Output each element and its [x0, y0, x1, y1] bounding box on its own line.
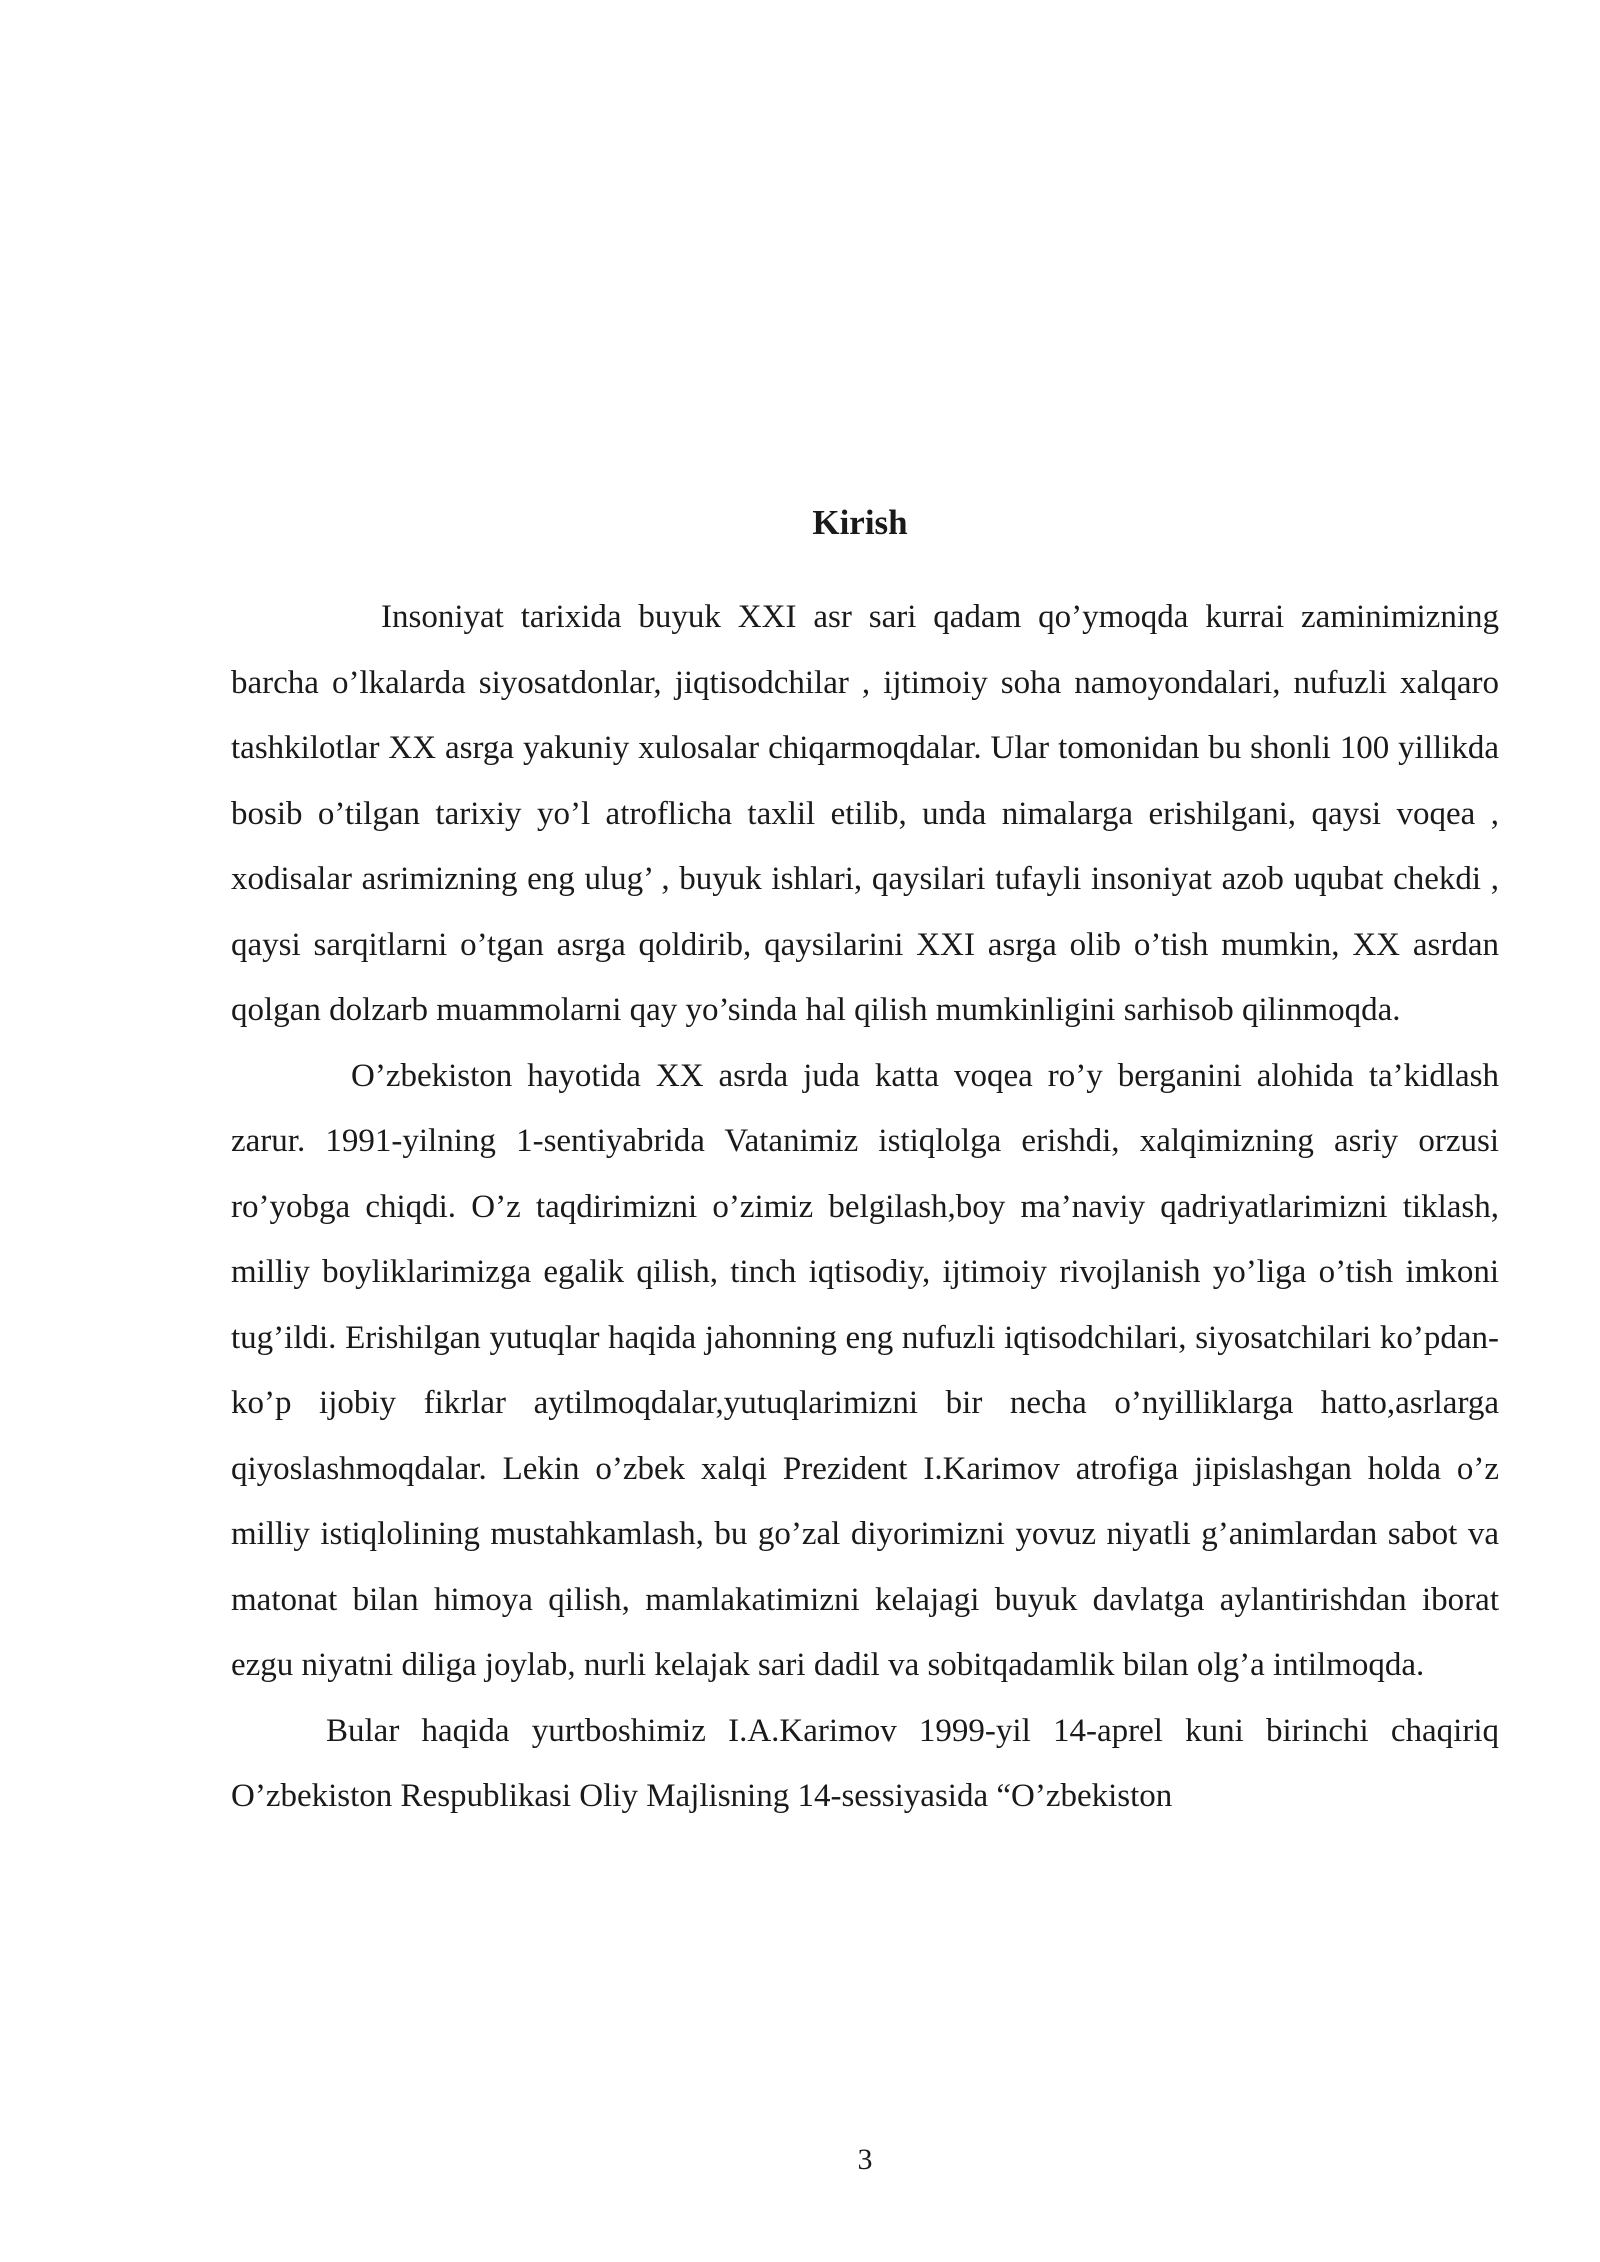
page-title: Kirish — [812, 503, 908, 542]
paragraph-1: Insoniyat tarixida buyuk XXI asr sari qadam qo’ymoqda kurrai zaminimizning barcha o’lkalarda siyosatdonlar, jiqtisodchilar , ijtimoiy soha namoyondalari, nufuzli xalqaro tashkilotlar XX asrga yakuniy xulosalar chiqarmoqdalar. Ular tomonidan bu shonli 100 yillikda bosib o’tilgan tarixiy yo’l atroflicha taxlil etilib, unda nimalarga erishilgani, qaysi voqea , xodisalar asrimizning eng ulug’ , buyuk ishlari, qaysilari tufayli insoniyat azob uqubat chekdi , qaysi sarqitlarni o’tgan asrga qoldirib, qaysilarini XXI asrga olib o’tish mumkin, XX asrdan qolgan dolzarb muammolarni qay yo’sinda hal qilish mumkinligini sarhisob qilinmoqda. — [231, 599, 1499, 1028]
paragraph-2: O’zbekiston hayotida XX asrda juda katta voqea ro’y berganini alohida ta’kidlash zarur. 1991-yilning 1-sentiyabrida Vatanimiz istiqlolga erishdi, xalqimizning asriy orzusi ro’yobga chiqdi. O’z taqdirimizni o’zimiz belgilash,boy ma’naviy qadriyatlarimizni tiklash, milliy boyliklarimizga egalik qilish, tinch iqtisodiy, ijtimoiy rivojlanish yo’liga o’tish imkoni tug’ildi. Erishilgan yutuqlar haqida jahonning eng nufuzli iqtisodchilari, siyosatchilari ko’pdan-ko’p ijobiy fikrlar aytilmoqdalar,yutuqlarimizni bir necha o’nyilliklarga hatto,asrlarga qiyoslashmoqdalar. Lekin o’zbek xalqi Prezident I.Karimov atrofiga jipislashgan holda o’z milliy istiqlolining mustahkamlash, bu go’zal diyorimizni yovuz niyatli g’animlardan sabot va matonat bilan himoya qilish, mamlakatimizni kelajagi buyuk davlatga aylantirishdan iborat ezgu niyatni diliga joylab, nurli kelajak sari dadil va sobitqadamlik bilan olg’a intilmoqda. — [231, 1057, 1499, 1683]
body-text — [231, 585, 1499, 1830]
page-number: 3 — [857, 2143, 873, 2176]
paragraph-3: Bular haqida yurtboshimiz I.A.Karimov 1999-yil 14-aprel kuni birinchi chaqiriq O’zbekiston Respublikasi Oliy Majlisning 14-sessiyasida “O’zbekiston — [231, 1712, 1499, 1814]
